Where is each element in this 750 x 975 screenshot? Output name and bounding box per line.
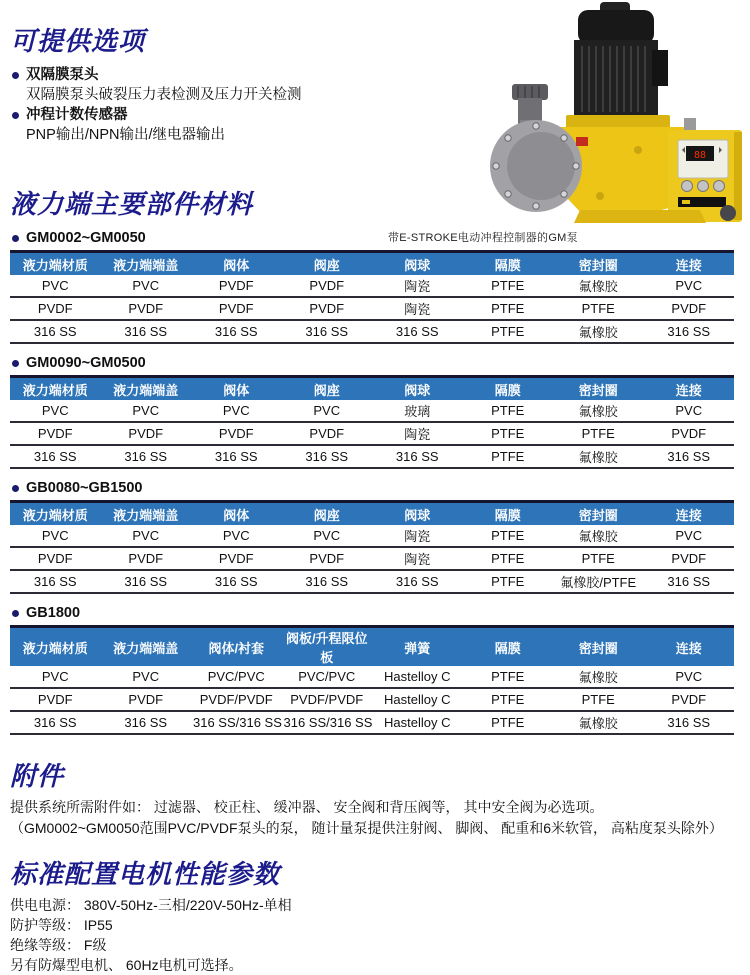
option-title: 冲程计数传感器 (26, 107, 128, 123)
column-header: 隔膜 (463, 502, 554, 526)
materials-table (10, 375, 734, 469)
table-row (10, 525, 734, 547)
pump-image (488, 0, 750, 224)
table-cell: PTFE (463, 688, 554, 711)
column-header: 阀球 (372, 502, 463, 526)
table-cell: PVC (10, 275, 101, 297)
table-row (10, 445, 734, 468)
table-cell: PVDF (282, 275, 373, 297)
column-header: 密封圈 (553, 377, 644, 401)
table-row (10, 275, 734, 297)
table-cell: 316 SS/316 SS (191, 711, 282, 734)
column-header: 弹簧 (372, 627, 463, 667)
materials-table (10, 500, 734, 594)
pump-illustration-svg (488, 0, 750, 224)
table-cell: PTFE (463, 422, 554, 445)
column-header: 液力端端盖 (101, 627, 192, 667)
svg-text:88: 88 (693, 150, 707, 161)
table-cell: 316 SS (191, 320, 282, 343)
table-cell: PVC (191, 525, 282, 547)
table-cell: 氟橡胶 (553, 445, 644, 468)
table-cell: PVC (10, 400, 101, 422)
table-cell: PVDF (101, 422, 192, 445)
table-cell: 氟橡胶 (553, 275, 644, 297)
column-header: 阀座 (282, 502, 373, 526)
column-header: 隔膜 (463, 627, 554, 667)
table-range-label (10, 604, 734, 622)
table-cell: PTFE (463, 666, 554, 688)
table-cell: PVDF/PVDF (191, 688, 282, 711)
table-row (10, 547, 734, 570)
table-cell: PTFE (463, 275, 554, 297)
table-cell: 316 SS (372, 570, 463, 593)
table-range-text: GM0090~GM0500 (26, 355, 146, 371)
table-row (10, 711, 734, 734)
table-cell: 316 SS/316 SS (282, 711, 373, 734)
table-cell: PVC (282, 400, 373, 422)
table-cell: PVDF (101, 688, 192, 711)
table-cell: PVDF (101, 547, 192, 570)
table-cell: 316 SS (644, 570, 735, 593)
table-cell: PVDF (191, 297, 282, 320)
column-header: 连接 (644, 502, 735, 526)
table-range-text: GM0002~GM0050 (26, 230, 146, 246)
table-cell: PVC (282, 525, 373, 547)
table-cell: 陶瓷 (372, 275, 463, 297)
table-cell: 氟橡胶 (553, 666, 644, 688)
table-cell: PVC (191, 400, 282, 422)
table-cell: 氟橡胶/PTFE (553, 570, 644, 593)
table-cell: PVDF/PVDF (282, 688, 373, 711)
table-cell: PTFE (463, 297, 554, 320)
motor-spec-line: 另有防爆型电机、 60Hz电机可选择。 (10, 957, 243, 973)
table-cell: 氟橡胶 (553, 400, 644, 422)
table-cell: 316 SS (644, 445, 735, 468)
motor-spec-line: 绝缘等级： F级 (10, 937, 107, 953)
table-row (10, 422, 734, 445)
table-cell: PVC (644, 275, 735, 297)
table-cell: PVDF (282, 422, 373, 445)
materials-table (10, 250, 734, 344)
table-cell: PVDF (10, 688, 101, 711)
column-header: 隔膜 (463, 252, 554, 276)
table-cell: PVC/PVC (191, 666, 282, 688)
column-header: 阀座 (282, 377, 373, 401)
table-cell: 316 SS (282, 320, 373, 343)
table-cell: 316 SS (10, 320, 101, 343)
bullet-dot-icon (12, 610, 19, 617)
column-header: 阀体 (191, 252, 282, 276)
table-cell: PVC (644, 666, 735, 688)
table-range-text: GB0080~GB1500 (26, 480, 143, 496)
table-cell: Hastelloy C (372, 711, 463, 734)
column-header: 液力端材质 (10, 377, 101, 401)
motor-section-title: 标准配置电机性能参数 (10, 859, 281, 889)
table-range-label (10, 479, 734, 497)
table-cell: 氟橡胶 (553, 320, 644, 343)
column-header: 液力端材质 (10, 502, 101, 526)
table-cell: 316 SS (644, 320, 735, 343)
table-range-label (10, 354, 734, 372)
table-cell: PVC (644, 525, 735, 547)
table-cell: PTFE (463, 711, 554, 734)
table-cell: PTFE (463, 400, 554, 422)
material-table-block (10, 479, 734, 594)
column-header: 液力端端盖 (101, 252, 192, 276)
table-cell: PVC (101, 400, 192, 422)
table-cell: 316 SS (10, 570, 101, 593)
option-description: PNP输出/NPN输出/继电器输出 (26, 127, 225, 143)
option-title: 双隔膜泵头 (26, 67, 99, 83)
table-row (10, 320, 734, 343)
bullet-dot-icon (12, 235, 19, 242)
table-cell: PTFE (553, 688, 644, 711)
table-cell: PVDF (644, 688, 735, 711)
column-header: 阀座 (282, 252, 373, 276)
table-cell: PVDF (101, 297, 192, 320)
column-header: 液力端端盖 (101, 502, 192, 526)
table-cell: PVC (101, 525, 192, 547)
table-cell: 316 SS (101, 711, 192, 734)
table-cell: PTFE (463, 525, 554, 547)
materials-section-title: 液力端主要部件材料 (10, 189, 254, 219)
table-cell: 316 SS (282, 570, 373, 593)
table-cell: 316 SS (191, 445, 282, 468)
table-cell: PTFE (463, 445, 554, 468)
table-cell: 氟橡胶 (553, 711, 644, 734)
table-cell: 316 SS (372, 445, 463, 468)
table-row (10, 400, 734, 422)
accessories-text (10, 797, 734, 839)
materials-table (10, 625, 734, 735)
bullet-dot-icon (12, 485, 19, 492)
bullet-dot-icon (12, 112, 19, 119)
options-section-title: 可提供选项 (10, 26, 146, 56)
table-cell: 316 SS (101, 445, 192, 468)
table-cell: PVDF (644, 547, 735, 570)
table-cell: PVDF (10, 297, 101, 320)
table-cell: 陶瓷 (372, 525, 463, 547)
option-description: 双隔膜泵头破裂压力表检测及压力开关检测 (26, 87, 302, 103)
table-cell: PVC (101, 275, 192, 297)
table-cell: PTFE (463, 320, 554, 343)
accessories-section-title: 附件 (10, 761, 65, 791)
table-row (10, 297, 734, 320)
table-cell: PVDF (644, 422, 735, 445)
table-cell: 陶瓷 (372, 297, 463, 320)
column-header: 阀球 (372, 377, 463, 401)
materials-tables (10, 229, 734, 735)
table-cell: 玻璃 (372, 400, 463, 422)
column-header: 阀体 (191, 377, 282, 401)
table-cell: PVDF (644, 297, 735, 320)
table-cell: PVC (10, 666, 101, 688)
table-row (10, 688, 734, 711)
table-cell: Hastelloy C (372, 688, 463, 711)
column-header: 阀板/升程限位板 (282, 627, 373, 667)
table-cell: PVC/PVC (282, 666, 373, 688)
table-cell: 316 SS (191, 570, 282, 593)
table-cell: 316 SS (10, 445, 101, 468)
table-cell: PVDF (282, 297, 373, 320)
table-cell: PVDF (191, 547, 282, 570)
accessories-line: 提供系统所需附件如： 过滤器、 校正柱、 缓冲器、 安全阀和背压阀等， 其中安全阀为必选项。 (10, 799, 604, 815)
column-header: 连接 (644, 252, 735, 276)
pump-caption: 带E-STROKE电动冲程控制器的GM泵 (388, 232, 578, 244)
motor-spec-text (10, 895, 734, 975)
column-header: 连接 (644, 627, 735, 667)
table-cell: PTFE (553, 297, 644, 320)
table-row (10, 570, 734, 593)
column-header: 密封圈 (553, 502, 644, 526)
table-cell: PTFE (463, 570, 554, 593)
table-cell: 316 SS (101, 320, 192, 343)
column-header: 连接 (644, 377, 735, 401)
column-header: 隔膜 (463, 377, 554, 401)
table-cell: PVDF (282, 547, 373, 570)
table-cell: PVDF (191, 275, 282, 297)
column-header: 密封圈 (553, 627, 644, 667)
motor-spec-line: 防护等级： IP55 (10, 917, 113, 933)
material-table-block (10, 604, 734, 735)
material-table-block (10, 354, 734, 469)
table-cell: 316 SS (372, 320, 463, 343)
table-cell: Hastelloy C (372, 666, 463, 688)
table-range-text: GB1800 (26, 605, 81, 621)
table-cell: 316 SS (10, 711, 101, 734)
table-cell: PTFE (463, 547, 554, 570)
table-cell: 316 SS (282, 445, 373, 468)
column-header: 阀体 (191, 502, 282, 526)
column-header: 阀体/衬套 (191, 627, 282, 667)
table-cell: PTFE (553, 422, 644, 445)
column-header: 液力端端盖 (101, 377, 192, 401)
column-header: 阀球 (372, 252, 463, 276)
table-cell: PTFE (553, 547, 644, 570)
motor-spec-line: 供电电源： 380V-50Hz-三相/220V-50Hz-单相 (10, 897, 292, 913)
accessories-line: （GM0002~GM0050范围PVC/PVDF泵头的泵， 随计量泵提供注射阀、 脚阀、 配重和6米软管， 高粘度泵头除外） (10, 820, 723, 836)
bullet-dot-icon (12, 360, 19, 367)
table-cell: 氟橡胶 (553, 525, 644, 547)
table-cell: PVC (10, 525, 101, 547)
table-cell: 316 SS (644, 711, 735, 734)
column-header: 液力端材质 (10, 627, 101, 667)
table-cell: PVC (101, 666, 192, 688)
table-cell: PVDF (191, 422, 282, 445)
table-cell: 陶瓷 (372, 422, 463, 445)
table-row (10, 666, 734, 688)
table-cell: PVDF (10, 547, 101, 570)
table-cell: PVC (644, 400, 735, 422)
column-header: 密封圈 (553, 252, 644, 276)
bullet-dot-icon (12, 72, 19, 79)
column-header: 液力端材质 (10, 252, 101, 276)
table-cell: 316 SS (101, 570, 192, 593)
table-cell: PVDF (10, 422, 101, 445)
material-table-block (10, 229, 734, 344)
table-cell: 陶瓷 (372, 547, 463, 570)
